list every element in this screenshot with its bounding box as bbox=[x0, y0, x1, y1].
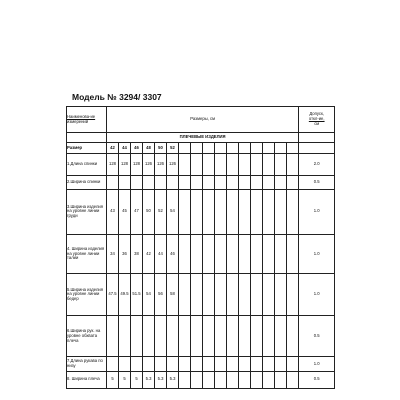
measurement-row bbox=[67, 316, 335, 357]
measurement-name: 6.Ширина рук. на уровне обхвата плеча bbox=[67, 316, 107, 357]
measurement-value: 128 bbox=[131, 154, 143, 175]
empty-cell bbox=[179, 175, 191, 189]
section-title: ПЛЕЧЕВЫЕ ИЗДЕЛИЯ bbox=[107, 133, 299, 142]
empty-cell bbox=[263, 234, 275, 274]
empty-cell bbox=[179, 154, 191, 175]
empty-cell bbox=[275, 357, 287, 371]
empty-cell bbox=[275, 154, 287, 175]
size-cell: 44 bbox=[119, 142, 131, 154]
empty-cell bbox=[227, 189, 239, 234]
empty-cell bbox=[179, 316, 191, 357]
empty-cell bbox=[179, 234, 191, 274]
measurement-value: 36 bbox=[119, 234, 131, 274]
measurement-value: 5 bbox=[131, 371, 143, 388]
empty-cell bbox=[203, 371, 215, 388]
empty-cell bbox=[203, 316, 215, 357]
measurement-value: 128 bbox=[107, 154, 119, 175]
empty-cell bbox=[251, 316, 263, 357]
empty-cell bbox=[275, 316, 287, 357]
empty-cell bbox=[227, 357, 239, 371]
empty-cell bbox=[287, 371, 299, 388]
empty-cell bbox=[203, 357, 215, 371]
tolerance-header-line2: откл-ие, bbox=[308, 116, 325, 122]
measurement-value: 54 bbox=[167, 189, 179, 234]
section-row bbox=[67, 133, 335, 142]
name-column-header-line1: Наименова-ие bbox=[67, 113, 96, 119]
empty-cell bbox=[179, 371, 191, 388]
tolerance-value: 0.5 bbox=[299, 371, 335, 388]
empty-cell bbox=[239, 189, 251, 234]
empty-cell bbox=[215, 234, 227, 274]
empty-cell bbox=[275, 274, 287, 316]
empty-cell bbox=[191, 371, 203, 388]
measurement-value bbox=[131, 316, 143, 357]
tolerance-value: 0.5 bbox=[299, 175, 335, 189]
measurement-value bbox=[155, 316, 167, 357]
empty-cell bbox=[263, 357, 275, 371]
empty-cell bbox=[215, 274, 227, 316]
measurement-value bbox=[143, 316, 155, 357]
empty-cell bbox=[227, 316, 239, 357]
measurement-row bbox=[67, 371, 335, 388]
measurement-value bbox=[167, 316, 179, 357]
empty-cell bbox=[287, 142, 299, 154]
name-column-header-line2: измерений bbox=[67, 118, 89, 124]
empty-cell bbox=[239, 142, 251, 154]
measurement-value: 34 bbox=[107, 234, 119, 274]
empty-cell bbox=[251, 357, 263, 371]
empty-cell bbox=[239, 316, 251, 357]
measurement-value: 47.5 bbox=[107, 274, 119, 316]
measurement-row bbox=[67, 154, 335, 175]
measurement-row bbox=[67, 274, 335, 316]
empty-cell bbox=[191, 175, 203, 189]
empty-cell bbox=[275, 175, 287, 189]
measurement-value bbox=[107, 175, 119, 189]
measurement-value: 5 bbox=[119, 371, 131, 388]
measurement-value bbox=[119, 357, 131, 371]
measurement-name: 5.Ширина изделия на уровне линии бедер bbox=[67, 274, 107, 316]
empty-cell bbox=[203, 175, 215, 189]
tolerance-value: 1.0 bbox=[299, 274, 335, 316]
measurement-value bbox=[167, 357, 179, 371]
empty-cell bbox=[191, 274, 203, 316]
measurement-value bbox=[119, 316, 131, 357]
measurement-name: 3.Ширина изделия на уровне линии груди bbox=[67, 189, 107, 234]
empty-cell bbox=[239, 234, 251, 274]
section-spacer-right bbox=[299, 133, 335, 142]
empty-cell bbox=[191, 357, 203, 371]
measurement-value bbox=[107, 316, 119, 357]
empty-cell bbox=[287, 175, 299, 189]
measurement-value: 51.5 bbox=[131, 274, 143, 316]
measurement-value bbox=[143, 175, 155, 189]
section-spacer-left bbox=[67, 133, 107, 142]
empty-cell bbox=[263, 189, 275, 234]
empty-cell bbox=[203, 142, 215, 154]
empty-cell bbox=[227, 142, 239, 154]
size-cell: 46 bbox=[131, 142, 143, 154]
empty-cell bbox=[239, 357, 251, 371]
measurement-value: 45 bbox=[119, 189, 131, 234]
empty-cell bbox=[215, 189, 227, 234]
tolerance-empty-cell bbox=[299, 142, 335, 154]
measurement-value: 126 bbox=[155, 154, 167, 175]
measurement-table bbox=[66, 106, 335, 389]
empty-cell bbox=[263, 274, 275, 316]
empty-cell bbox=[251, 142, 263, 154]
empty-cell bbox=[227, 371, 239, 388]
empty-cell bbox=[227, 234, 239, 274]
empty-cell bbox=[263, 371, 275, 388]
empty-cell bbox=[227, 154, 239, 175]
size-cell: 50 bbox=[155, 142, 167, 154]
measurement-value: 128 bbox=[119, 154, 131, 175]
measurement-name: 2.Ширина спинки bbox=[67, 175, 107, 189]
measurement-value: 58 bbox=[167, 274, 179, 316]
measurement-value bbox=[155, 357, 167, 371]
measurement-value bbox=[143, 357, 155, 371]
empty-cell bbox=[287, 234, 299, 274]
measurement-row bbox=[67, 234, 335, 274]
tolerance-header-line3: см bbox=[314, 121, 320, 127]
empty-cell bbox=[251, 189, 263, 234]
empty-cell bbox=[239, 175, 251, 189]
measurement-value: 54 bbox=[143, 274, 155, 316]
empty-cell bbox=[179, 189, 191, 234]
size-label: Размер bbox=[67, 142, 107, 154]
measurement-value: 47 bbox=[131, 189, 143, 234]
tolerance-header-line1: Допуск, bbox=[309, 111, 325, 117]
empty-cell bbox=[191, 316, 203, 357]
empty-cell bbox=[287, 316, 299, 357]
empty-cell bbox=[191, 154, 203, 175]
empty-cell bbox=[263, 316, 275, 357]
empty-cell bbox=[215, 371, 227, 388]
empty-cell bbox=[251, 175, 263, 189]
empty-cell bbox=[215, 154, 227, 175]
empty-cell bbox=[251, 371, 263, 388]
empty-cell bbox=[251, 274, 263, 316]
empty-cell bbox=[239, 154, 251, 175]
empty-cell bbox=[215, 316, 227, 357]
empty-cell bbox=[287, 357, 299, 371]
empty-cell bbox=[215, 175, 227, 189]
empty-cell bbox=[263, 154, 275, 175]
sizes-header: Размеры, см bbox=[107, 107, 299, 133]
empty-cell bbox=[227, 274, 239, 316]
measurement-value bbox=[167, 175, 179, 189]
size-cell: 42 bbox=[107, 142, 119, 154]
empty-cell bbox=[215, 142, 227, 154]
measurement-value: 5 bbox=[107, 371, 119, 388]
empty-cell bbox=[203, 189, 215, 234]
tolerance-value: 1.0 bbox=[299, 357, 335, 371]
measurement-value: 44 bbox=[155, 234, 167, 274]
empty-cell bbox=[251, 154, 263, 175]
measurement-value bbox=[119, 175, 131, 189]
tolerance-value: 1.0 bbox=[299, 189, 335, 234]
measurement-name: 1.Длина спинки bbox=[67, 154, 107, 175]
empty-cell bbox=[203, 234, 215, 274]
measurement-value: 42 bbox=[143, 234, 155, 274]
empty-cell bbox=[287, 154, 299, 175]
tolerance-value: 0.5 bbox=[299, 316, 335, 357]
measurement-value: 56 bbox=[155, 274, 167, 316]
model-title: Модель № 3294/ 3307 bbox=[72, 92, 162, 102]
empty-cell bbox=[275, 234, 287, 274]
empty-cell bbox=[287, 189, 299, 234]
measurement-value: 5.3 bbox=[167, 371, 179, 388]
tolerance-header bbox=[299, 107, 335, 133]
measurement-row bbox=[67, 357, 335, 371]
measurement-value: 126 bbox=[143, 154, 155, 175]
empty-cell bbox=[179, 142, 191, 154]
measurement-name: 4. Ширина изделия на уровне линии талии bbox=[67, 234, 107, 274]
tolerance-value: 2.0 bbox=[299, 154, 335, 175]
measurement-row bbox=[67, 189, 335, 234]
measurement-row bbox=[67, 175, 335, 189]
measurement-value bbox=[131, 357, 143, 371]
empty-cell bbox=[203, 154, 215, 175]
empty-cell bbox=[179, 357, 191, 371]
empty-cell bbox=[275, 371, 287, 388]
empty-cell bbox=[191, 142, 203, 154]
empty-cell bbox=[275, 189, 287, 234]
empty-cell bbox=[203, 274, 215, 316]
measurement-name: 7.Длина рукава по низу bbox=[67, 357, 107, 371]
header-row bbox=[67, 107, 335, 133]
empty-cell bbox=[275, 142, 287, 154]
empty-cell bbox=[263, 142, 275, 154]
empty-cell bbox=[227, 175, 239, 189]
measurement-value: 43 bbox=[107, 189, 119, 234]
empty-cell bbox=[191, 189, 203, 234]
empty-cell bbox=[215, 357, 227, 371]
empty-cell bbox=[287, 274, 299, 316]
measurement-value bbox=[131, 175, 143, 189]
measurement-name: 8. Ширина плеча bbox=[67, 371, 107, 388]
empty-cell bbox=[251, 234, 263, 274]
empty-cell bbox=[263, 175, 275, 189]
measurement-value bbox=[155, 175, 167, 189]
empty-cell bbox=[179, 274, 191, 316]
measurement-value bbox=[107, 357, 119, 371]
measurement-value: 49.5 bbox=[119, 274, 131, 316]
empty-cell bbox=[239, 371, 251, 388]
measurement-value: 46 bbox=[167, 234, 179, 274]
empty-cell bbox=[191, 234, 203, 274]
measurement-value: 52 bbox=[155, 189, 167, 234]
tolerance-value: 1.0 bbox=[299, 234, 335, 274]
size-cell: 48 bbox=[143, 142, 155, 154]
size-row bbox=[67, 142, 335, 154]
measurement-value: 5.3 bbox=[143, 371, 155, 388]
measurement-value: 50 bbox=[143, 189, 155, 234]
measurement-value: 126 bbox=[167, 154, 179, 175]
size-cell: 52 bbox=[167, 142, 179, 154]
name-column-header bbox=[67, 107, 107, 133]
empty-cell bbox=[239, 274, 251, 316]
measurement-value: 5.3 bbox=[155, 371, 167, 388]
measurement-value: 38 bbox=[131, 234, 143, 274]
